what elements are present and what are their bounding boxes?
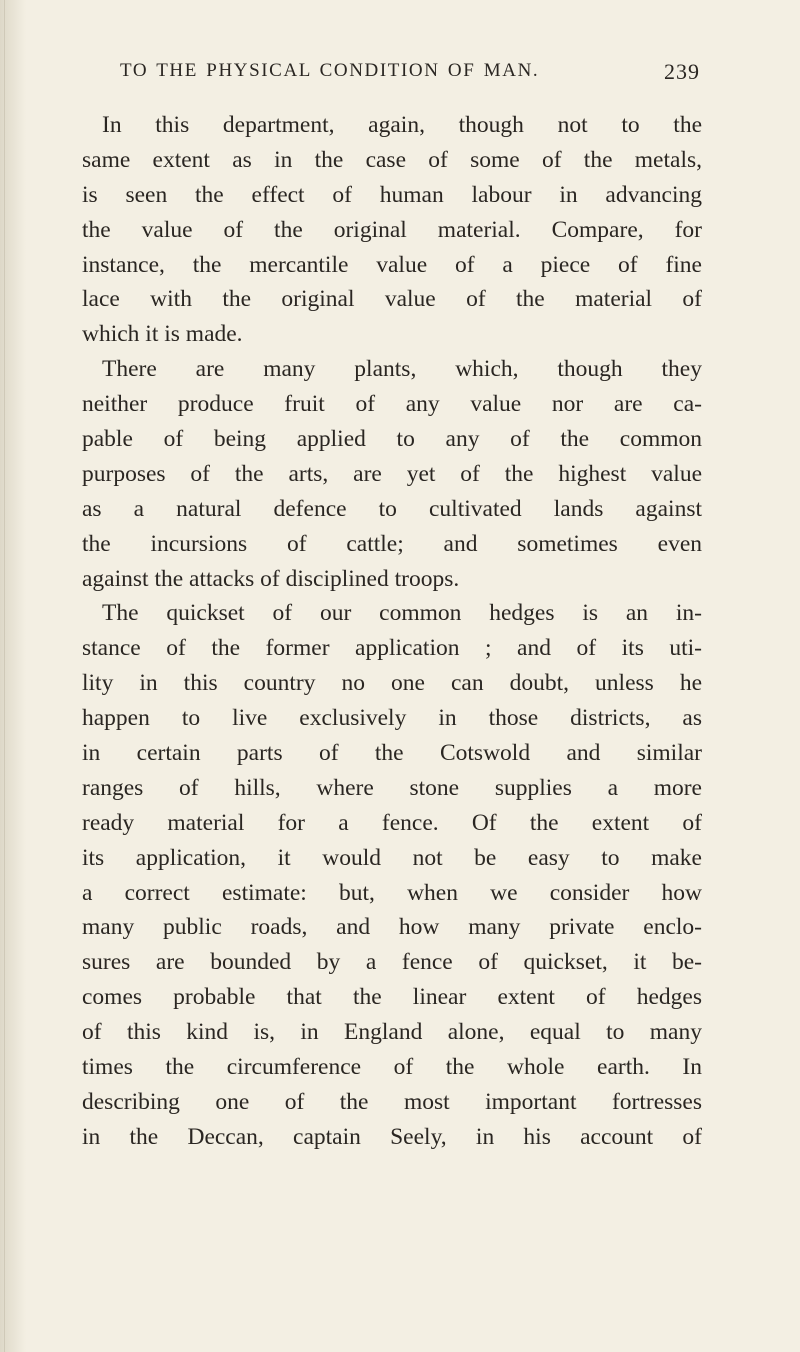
- text-line: comes probable that the linear extent of hedges: [82, 984, 702, 1011]
- text-line: lity in this country no one can doubt, unless he: [82, 670, 702, 697]
- text-line: ready material for a fence. Of the extent of: [82, 809, 702, 836]
- text-line: instance, the mercantile value of a piece of fine: [82, 251, 702, 278]
- text-line: in certain parts of the Cotswold and similar: [82, 740, 702, 767]
- text-line: purposes of the arts, are yet of the highest value: [82, 460, 702, 487]
- text-line: its application, it would not be easy to make: [82, 844, 702, 871]
- text-line: There are many plants, which, though they: [102, 356, 702, 383]
- text-line: lace with the original value of the material of: [82, 286, 702, 313]
- text-line: happen to live exclusively in those districts, as: [82, 705, 702, 732]
- running-head: TO THE PHYSICAL CONDITION OF MAN.: [120, 60, 540, 81]
- page-header: [120, 60, 700, 88]
- page-edge-line: [4, 0, 5, 1352]
- text-line: the value of the original material. Compare, for: [82, 216, 702, 243]
- text-line: which it is made.: [82, 321, 243, 348]
- text-line: In this department, again, though not to the: [102, 112, 702, 138]
- text-line: same extent as in the case of some of the metals,: [82, 146, 702, 173]
- text-line: of this kind is, in England alone, equal to many: [82, 1019, 702, 1046]
- text-line: The quickset of our common hedges is an in-: [102, 600, 702, 627]
- text-line: against the attacks of disciplined troops.: [82, 565, 460, 592]
- text-line: pable of being applied to any of the common: [82, 426, 702, 453]
- text-line: in the Deccan, captain Seely, in his account of: [82, 1123, 702, 1150]
- text-line: a correct estimate: but, when we consider how: [82, 879, 702, 906]
- text-line: many public roads, and how many private enclo-: [82, 914, 702, 941]
- text-line: times the circumference of the whole earth. In: [82, 1054, 702, 1081]
- text-line: sures are bounded by a fence of quickset, it be-: [82, 949, 702, 976]
- text-line: the incursions of cattle; and sometimes even: [82, 530, 702, 557]
- text-line: ranges of hills, where stone supplies a more: [82, 774, 702, 801]
- text-line: describing one of the most important fortresses: [82, 1088, 702, 1115]
- text-line: stance of the former application ; and of its uti-: [82, 635, 702, 662]
- body-text: [82, 108, 702, 1155]
- text-line: neither produce fruit of any value nor are ca-: [82, 391, 702, 418]
- page-number: 239: [664, 59, 700, 84]
- text-line: is seen the effect of human labour in advancing: [82, 181, 702, 208]
- text-line: as a natural defence to cultivated lands against: [82, 495, 702, 522]
